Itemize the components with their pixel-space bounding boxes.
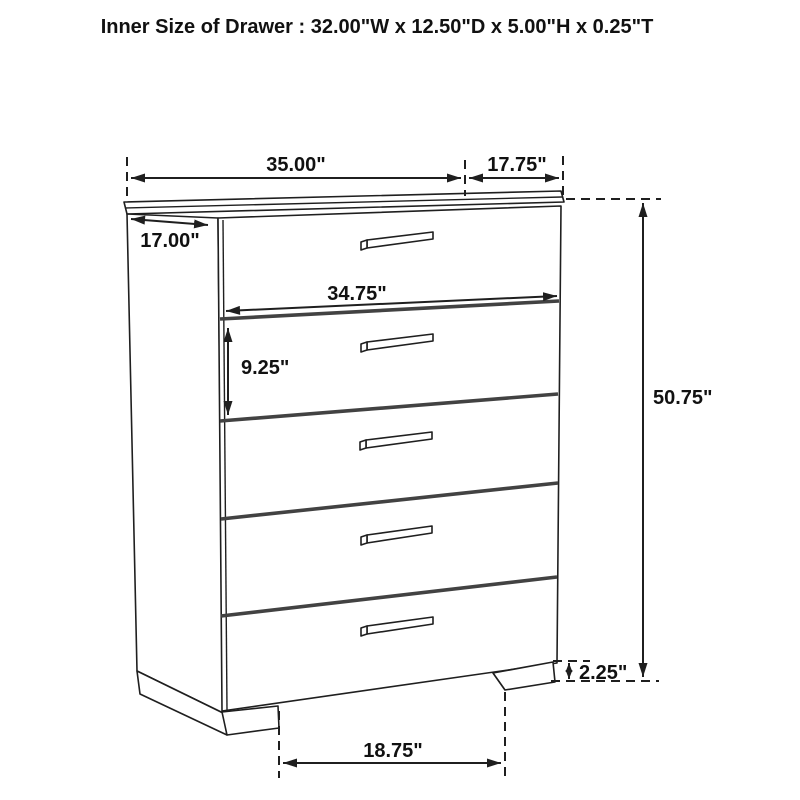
diagram-title: Inner Size of Drawer : 32.00"W x 12.50"D x 5.00"H x 0.25"T	[100, 16, 654, 38]
dim-label-base-height: 2.25"	[579, 662, 628, 684]
dim-label-top-depth-right: 17.75"	[487, 154, 547, 176]
dim-label-drawer-width: 34.75"	[327, 283, 387, 305]
dim-top-width	[127, 154, 465, 199]
dim-leg-spacing	[279, 692, 505, 778]
dim-label-drawer-height: 9.25"	[241, 357, 290, 379]
dim-base-height	[553, 661, 627, 684]
chest-drawing	[124, 191, 564, 735]
front-left-leg	[222, 706, 279, 735]
dim-overall-height	[551, 199, 713, 681]
dim-label-side-depth: 17.00"	[140, 230, 200, 252]
dim-label-leg-spacing: 18.75"	[363, 740, 423, 762]
dim-label-overall-height: 50.75"	[653, 387, 713, 409]
dim-label-top-width: 35.00"	[266, 154, 326, 176]
cabinet-side-panel	[127, 214, 223, 713]
cabinet-front-panel	[218, 206, 561, 711]
